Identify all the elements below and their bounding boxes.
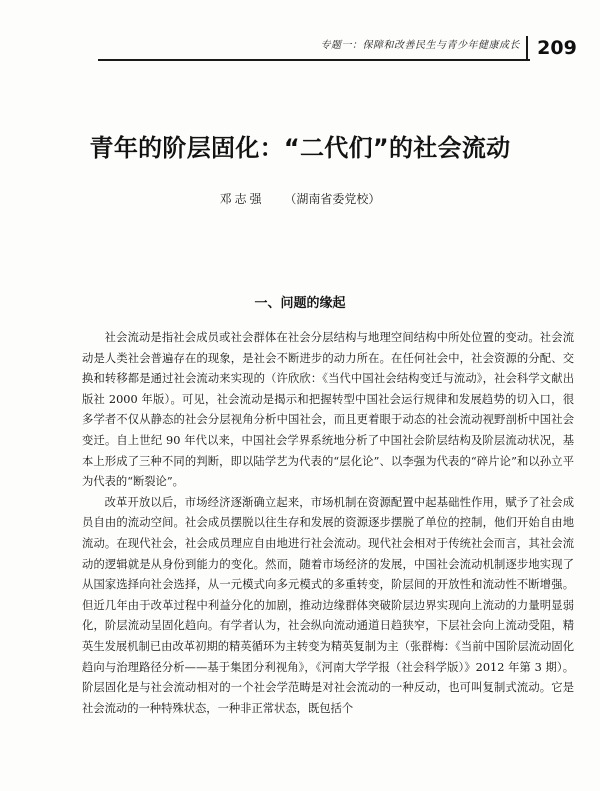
body-paragraph: 社会流动是指社会成员或社会群体在社会分层结构与地理空间结构中所处位置的变动。社会流动是人类社会普遍存在的现象，是社会不断进步的动力所在。在任何社会中，社会资源的分配、交换和转移都是通过社会流动来实现的（许欣欣：《当代中国社会结构变迁与流动》，社会科学文献出版社 2000 年版）。可见，社会流动是揭示和把握转型中国社会运行规律和发展趋势的切入口，很多学者不仅从静态的社会分层视角分析中国社会，而且更着眼于动态的社会流动视野剖析中国社会变迁。自上世纪 90 年代以来，中国社会学界系统地分析了中国社会阶层结构及阶层流动状况，基本上形成了三种不同的判断，即以陆学艺为代表的“层化论”、以李强为代表的“碎片论”和以孙立平为代表的“断裂论”。 <box>82 331 574 489</box>
running-head <box>0 34 600 62</box>
author-name: 邓志强 <box>219 192 265 206</box>
article-body <box>82 328 574 719</box>
author-affiliation: （湖南省委党校） <box>284 192 381 206</box>
section-heading: 一、问题的缘起 <box>254 296 346 311</box>
article-title: 青年的阶层固化：“二代们”的社会流动 <box>89 134 511 162</box>
body-paragraph: 改革开放以后，市场经济逐渐确立起来，市场机制在资源配置中起基础性作用，赋予了社会成员自由的流动空间。社会成员摆脱以往生存和发展的资源逐步摆脱了单位的控制，他们开始自由地流动。在现代社会，社会成员理应自由地进行社会流动。现代社会相对于传统社会而言，其社会流动的逻辑就是从身份到能力的变化。然而，随着市场经济的发展，中国社会流动机制逐步地实现了从国家选择向社会选择，从一元模式向多元模式的多重转变，阶层间的开放性和流动性不断增强。但近几年由于改革过程中利益分化的加剧，推动边缘群体突破阶层边界实现向上流动的力量明显弱化，阶层流动呈固化趋向。有学者认为，社会纵向流动通道日趋狭窄，下层社会向上流动受阻，精英生发展机制已由改革初期的精英循环为主转变为精英复制为主（张群梅：《当前中国阶层流动固化趋向与治理路径分析——基于集团分利视角》，《河南大学学报（社会科学版）》2012 年第 3 期）。阶层固化是与社会流动相对的一个社会学范畴是对社会流动的一种反动，也可叫复制式流动。它是社会流动的一种特殊状态，一种非正常状态，既包括个 <box>82 495 574 715</box>
byline <box>0 190 600 207</box>
running-head-text: 专题一：保障和改善民生与青少年健康成长 <box>320 40 520 51</box>
page-number: 209 <box>526 36 586 60</box>
running-head-rule <box>98 59 530 61</box>
